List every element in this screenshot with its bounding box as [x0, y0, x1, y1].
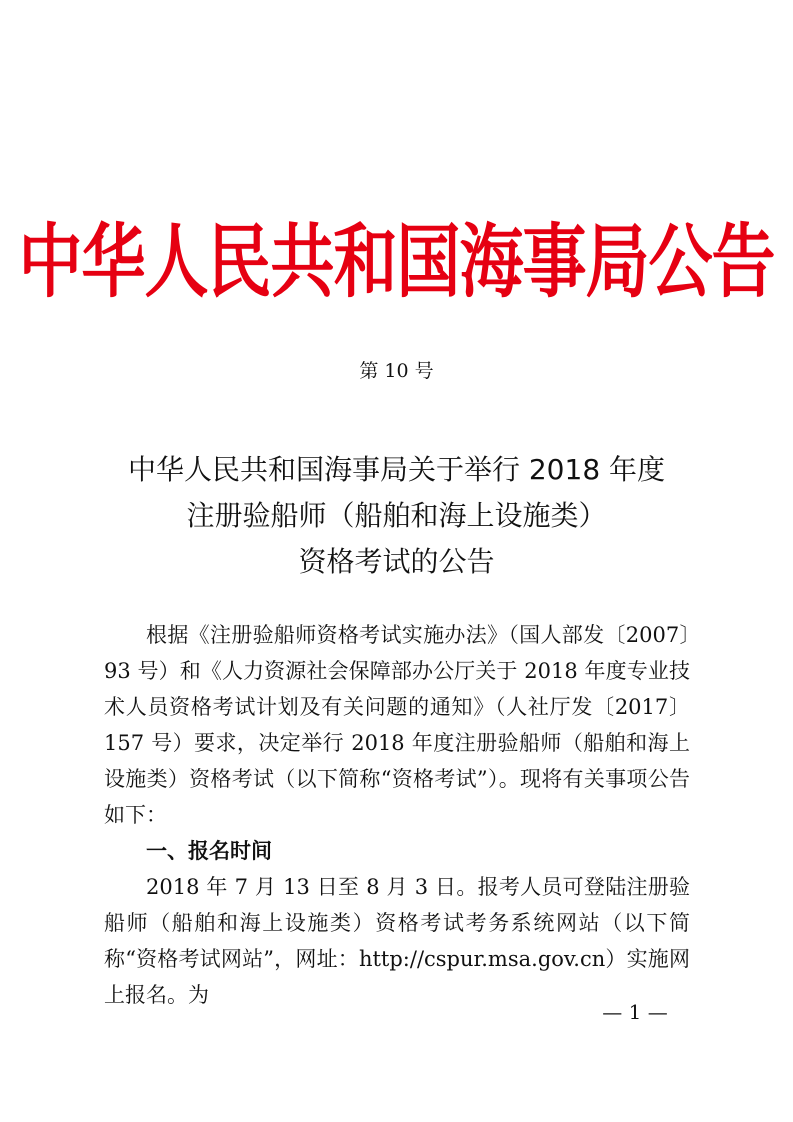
- title-line-2: 注册验船师（船舶和海上设施类）: [186, 499, 607, 532]
- page-number: — 1 —: [602, 1000, 668, 1024]
- document-title: [0, 447, 793, 585]
- section-heading-registration-time: 一、报名时间: [146, 839, 272, 863]
- document-body: [104, 617, 690, 1013]
- title-line-3: 资格考试的公告: [298, 545, 495, 578]
- registration-time-paragraph: 2018 年 7 月 13 日至 8 月 3 日。报考人员可登陆注册验船师（船舶和海上设施类）资格考试考务系统网站（以下简称“资格考试网站”，网址：http://cspur.msa.gov.cn）实施网上报名。为: [104, 875, 690, 1007]
- intro-paragraph: 根据《注册验船师资格考试实施办法》（国人部发〔2007〕93 号）和《人力资源社会保障部办公厅关于 2018 年度专业技术人员资格考试计划及有关问题的通知》（人社厅发〔2017〕157 号）要求，决定举行 2018 年度注册验船师（船舶和海上设施类）资格考试（以下简称“资格考试”）。现将有关事项公告如下：: [104, 623, 690, 827]
- title-line-1: 中华人民共和国海事局关于举行 2018 年度: [127, 453, 666, 486]
- document-number: 第 10 号: [359, 360, 434, 382]
- masthead-title: 中华人民共和国海事局公告: [18, 215, 775, 310]
